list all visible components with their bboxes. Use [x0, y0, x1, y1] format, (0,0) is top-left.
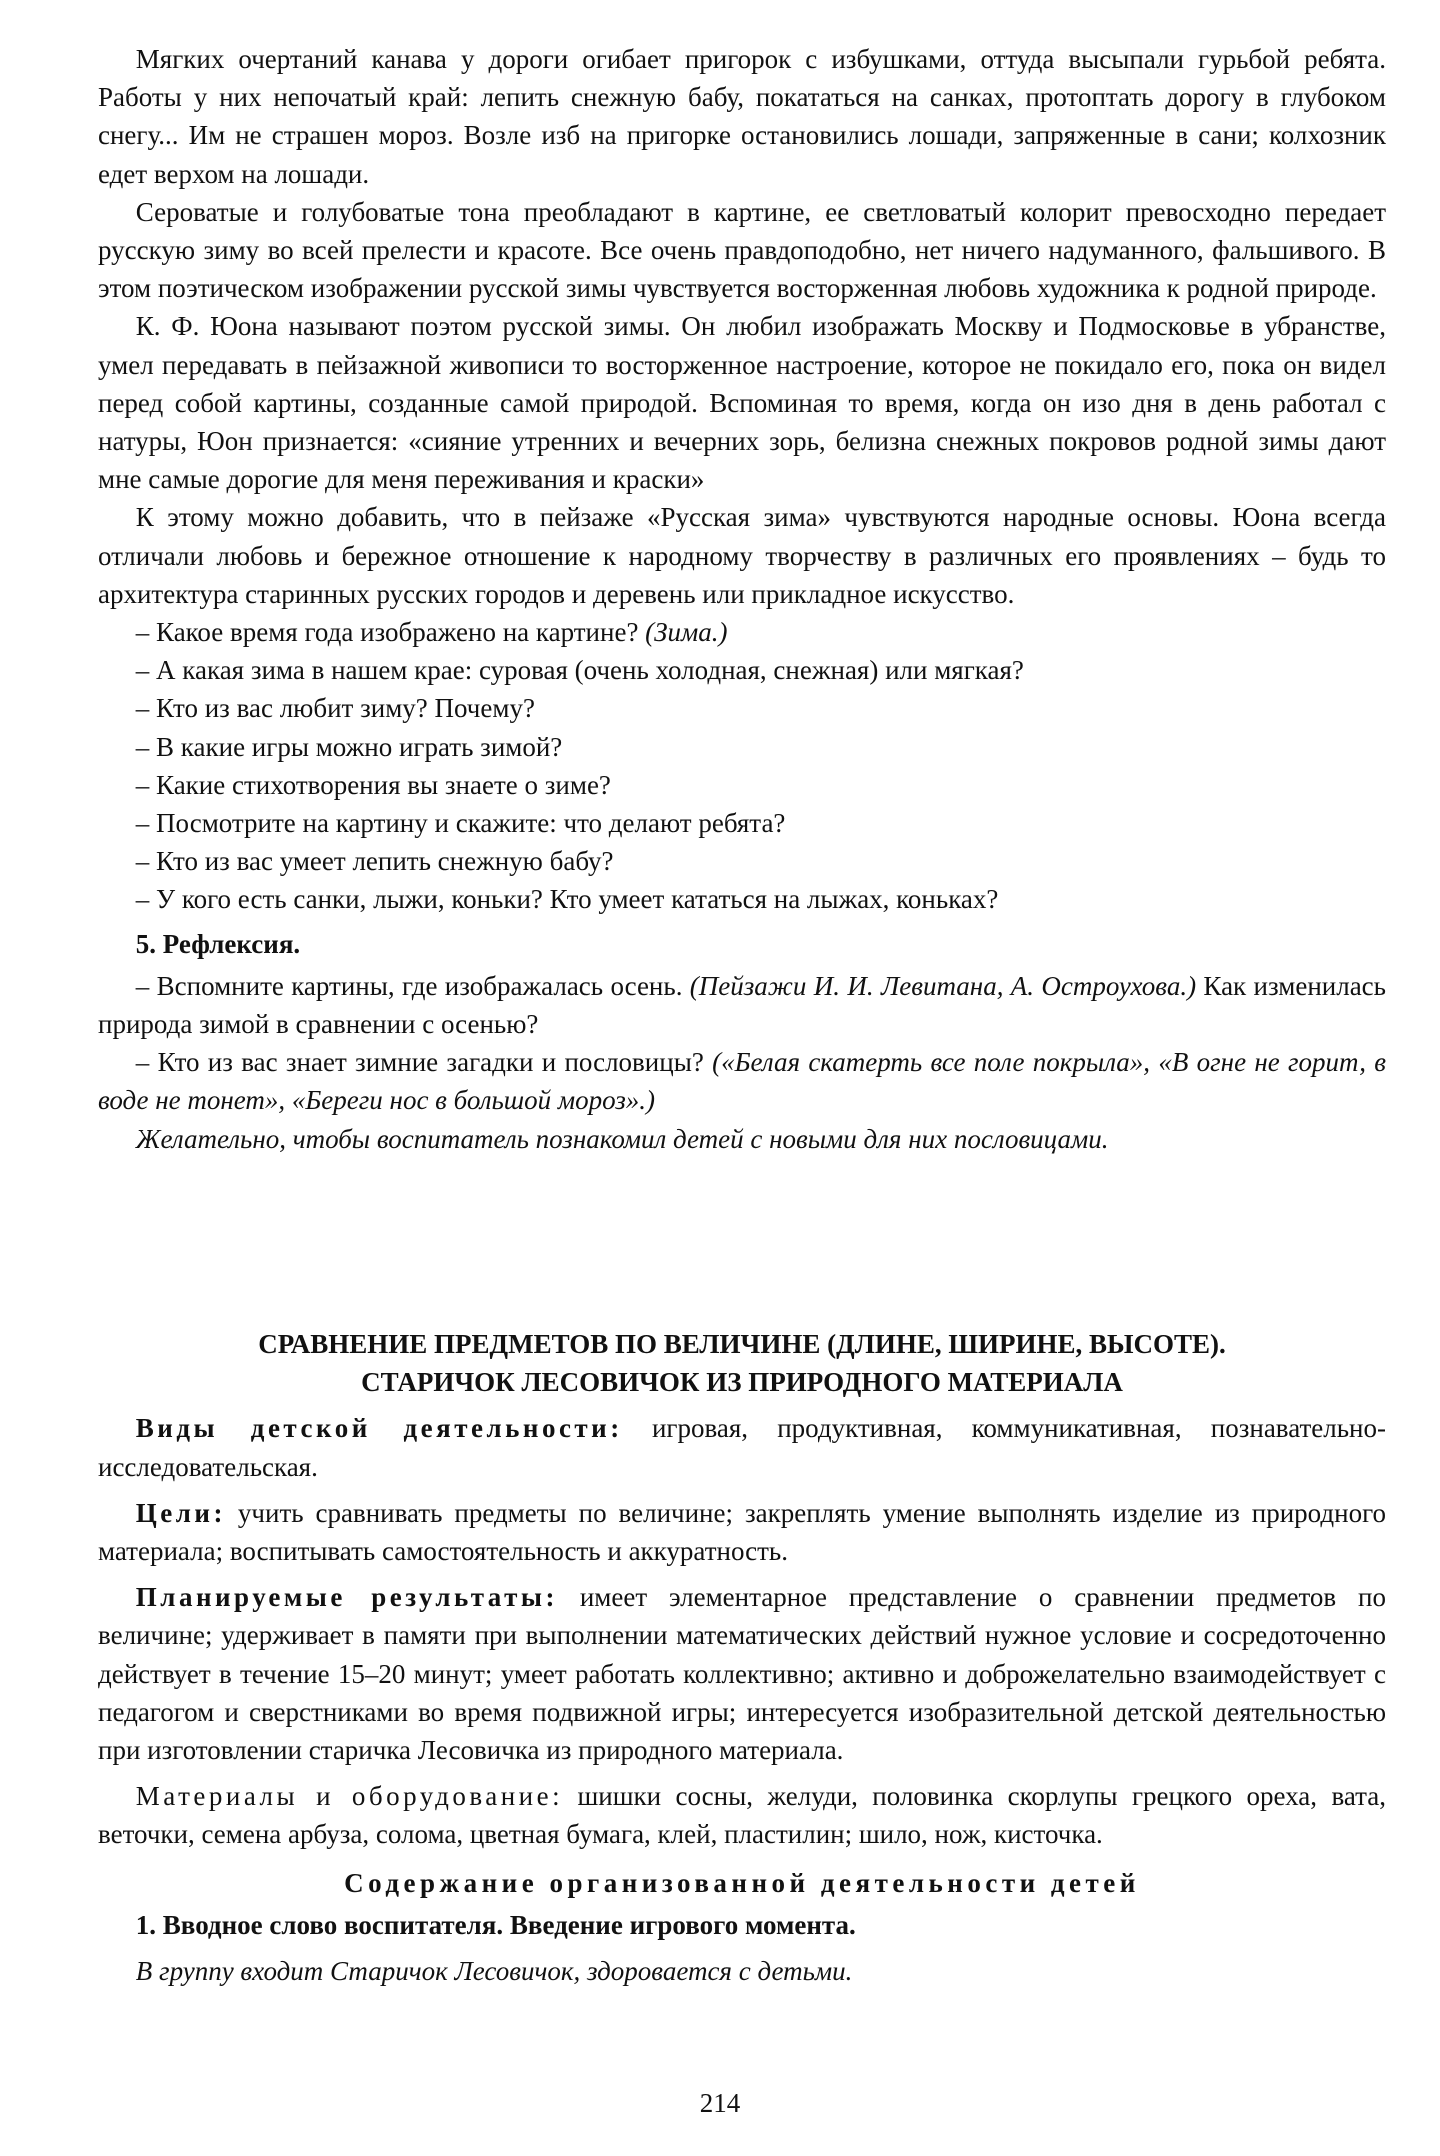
reflection-1-text: – Вспомните картины, где изображалась осень.: [135, 970, 690, 1001]
lesson-section: [98, 1325, 1386, 1990]
step-1-text: В группу входит Старичок Лесовичок, здоровается с детьми.: [135, 1956, 853, 1987]
planned-results: [98, 1578, 1386, 1769]
activity-text: игровая, продуктивная, коммуникативная, познавательно-исследовательская.: [98, 1413, 1386, 1482]
paragraph-1: Мягких очертаний канава у дороги огибает пригорок с избушками, оттуда высыпали гурьбой ребята. Работы у них непочатый край: лепить снежную бабу, покататься на санках, протоптать дорогу в глубоком снегу... Им не страшен мороз. Возле изб на пригорке остановились лошади, запряженные в сани; колхозник едет верхом на лошади.: [98, 44, 1386, 189]
section-title-line-2: СТАРИЧОК ЛЕСОВИЧОК ИЗ ПРИРОДНОГО МАТЕРИАЛА: [361, 1367, 1123, 1398]
activity-types: [98, 1409, 1386, 1485]
question-6: – Посмотрите на картину и скажите: что делают ребята?: [135, 808, 786, 839]
reflection-paragraph-2: [98, 1043, 1386, 1119]
content-heading: Содержание организованной деятельности детей: [344, 1867, 1140, 1898]
question-1-text: – Какое время года изображено на картине?: [135, 617, 646, 648]
reflection-heading: 5. Рефлексия.: [135, 928, 301, 959]
materials-label: Материалы и оборудование:: [135, 1781, 564, 1812]
question-4: – В какие игры можно играть зимой?: [135, 731, 563, 762]
results-text: имеет элементарное представление о сравнении предметов по величине; удерживает в памяти при выполнении математических действий нужное условие и сосредоточенно действует в течение 15–20 минут; умеет работать коллективно; активно и доброжелательно взаимодействует с педагогом и сверстниками во время подвижной игры; интересуется изобразительной детской деятельностью при изготовлении старичка Лесовичка из природного материала.: [98, 1582, 1386, 1766]
reflection-1-answer: (Пейзажи И. И. Левитана, А. Остроухова.): [689, 970, 1197, 1001]
story-text: [98, 40, 1386, 1158]
activity-label: Виды детской деятельности:: [135, 1413, 623, 1444]
question-1-answer: (Зима.): [645, 617, 728, 648]
goals-text: учить сравнивать предметы по величине; закреплять умение выполнять изделие из природного материала; воспитывать самостоятельность и аккуратность.: [98, 1497, 1386, 1567]
reflection-2-text: – Кто из вас знает зимние загадки и пословицы?: [135, 1047, 713, 1078]
question-8: – У кого есть санки, лыжи, коньки? Кто умеет кататься на лыжах, коньках?: [135, 884, 999, 915]
question-3: – Кто из вас любит зиму? Почему?: [135, 693, 535, 724]
step-1-heading: 1. Вводное слово воспитателя. Введение игрового момента.: [135, 1909, 856, 1940]
reflection-2-answer: («Белая скатерть все поле покрыла», «В огне не горит, в воде не тонет», «Береги нос в большой мороз».): [98, 1047, 1386, 1116]
question-5: – Какие стихотворения вы знаете о зиме?: [135, 769, 611, 800]
question-7: – Кто из вас умеет лепить снежную бабу?: [135, 846, 614, 877]
paragraph-2: Сероватые и голубоватые тона преобладают в картине, ее светловатый колорит превосходно передает русскую зиму во всей прелести и красоте. Все очень правдоподобно, нет ничего надуманного, фальшивого. В этом поэтическом изображении русской зимы чувствуется восторженная любовь художника к родной природе.: [98, 196, 1386, 304]
goals: [98, 1494, 1386, 1570]
materials: [98, 1777, 1386, 1853]
reflection-note: Желательно, чтобы воспитатель познакомил детей с новыми для них пословицами.: [135, 1123, 1109, 1154]
goals-label: Цели:: [135, 1497, 226, 1528]
question-2: – А какая зима в нашем крае: суровая (очень холодная, снежная) или мягкая?: [135, 655, 1024, 686]
reflection-1-tail: Как изменилась природа зимой в сравнении с осенью?: [98, 970, 1386, 1040]
paragraph-4: К этому можно добавить, что в пейзаже «Русская зима» чувствуются народные основы. Юона всегда отличали любовь и бережное отношение к народному творчеству в различных его проявлениях – будь то архитектура старинных русских городов и деревень или прикладное искусство.: [98, 502, 1386, 609]
materials-text: шишки сосны, желуди, половинка скорлупы грецкого ореха, вата, веточки, семена арбуза, солома, цветная бумага, клей, пластилин; шило, нож, кисточка.: [98, 1781, 1386, 1850]
reflection-paragraph-1: [98, 967, 1386, 1043]
page-number: 214: [699, 2088, 741, 2118]
results-label: Планируемые результаты:: [135, 1582, 558, 1613]
section-title-line-1: СРАВНЕНИЕ ПРЕДМЕТОВ ПО ВЕЛИЧИНЕ (ДЛИНЕ, ШИРИНЕ, ВЫСОТЕ).: [258, 1329, 1226, 1359]
question-1: [98, 613, 1386, 651]
paragraph-3: К. Ф. Юона называют поэтом русской зимы. Он любил изображать Москву и Подмосковье в убранстве, умел передавать в пейзажной живописи то восторженное настроение, которое не покидало его, пока он видел перед собой картины, созданные самой природой. Вспоминая то время, когда он изо дня в день работал с натуры, Юон признается: «сияние утренних и вечерних зорь, белизна снежных покровов родной зимы дают мне самые дорогие для меня переживания и краски»: [98, 311, 1386, 495]
